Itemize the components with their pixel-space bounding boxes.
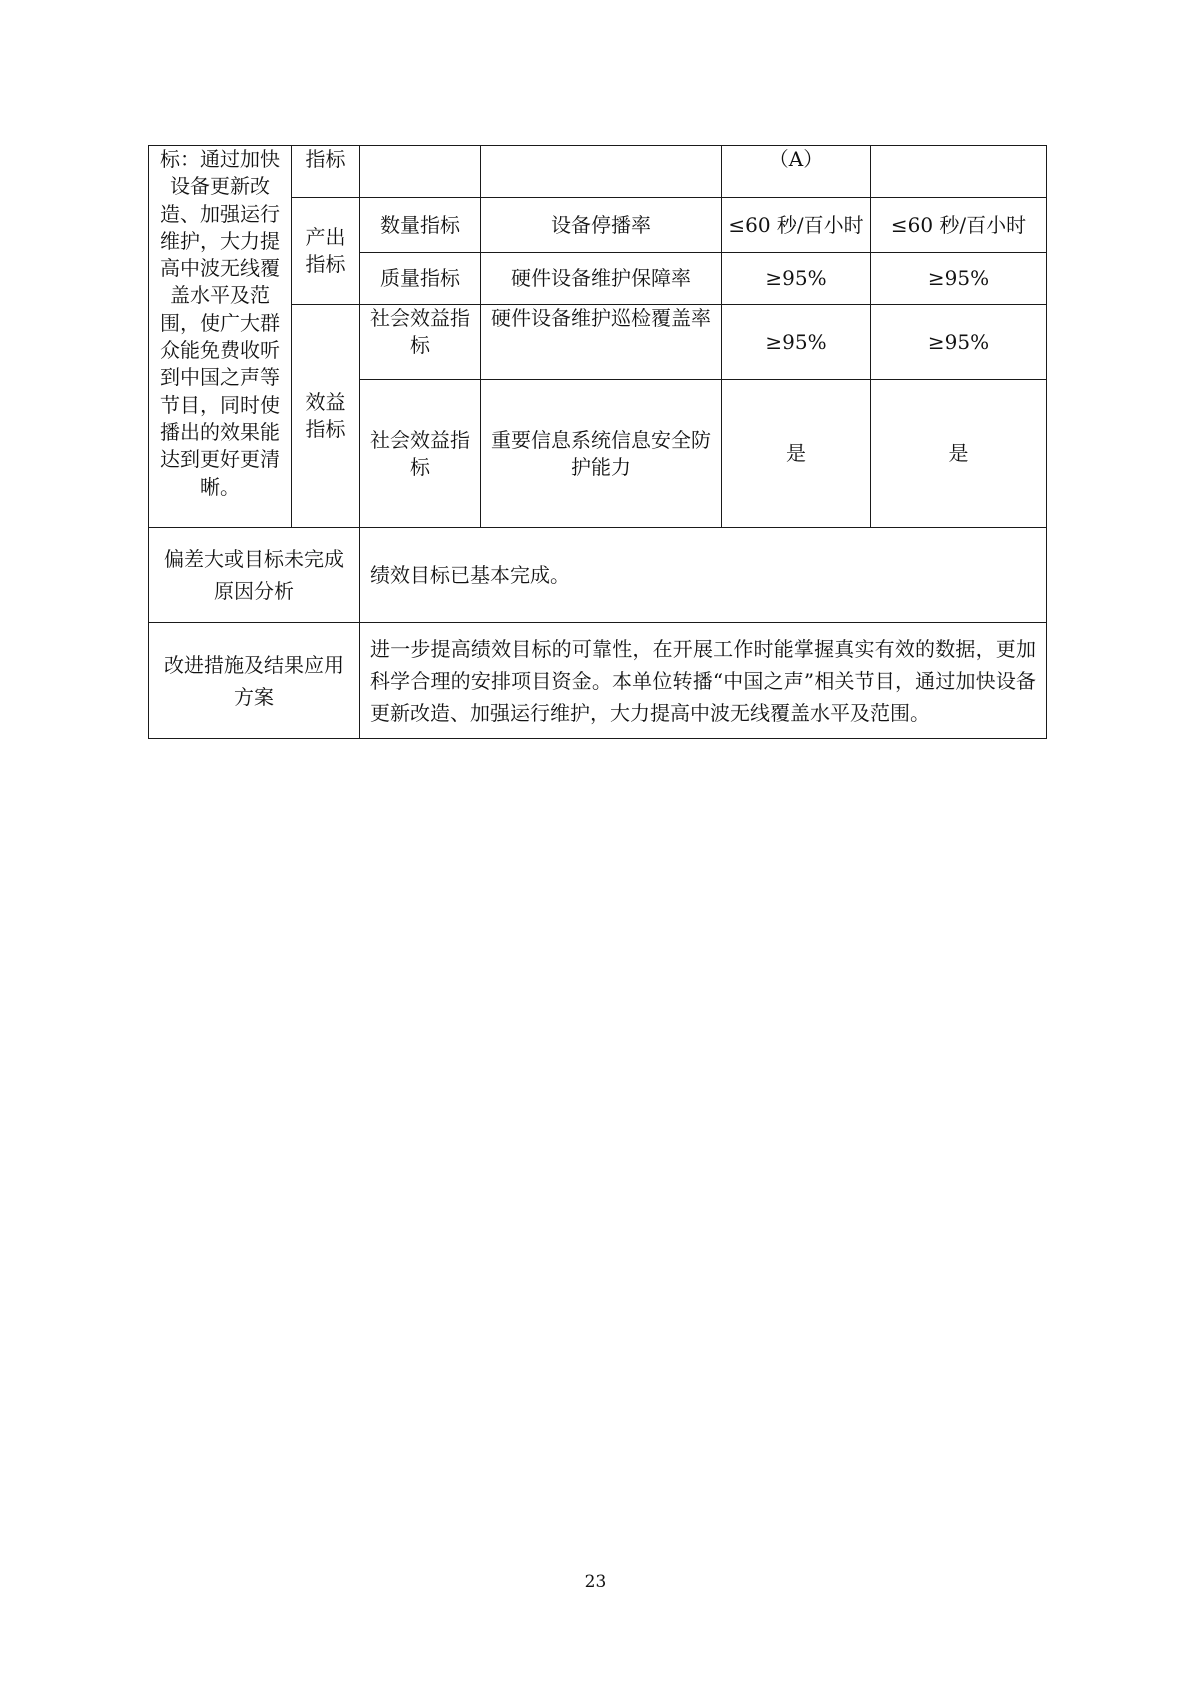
improvement-text-cell: 进一步提高绩效目标的可靠性，在开展工作时能掌握真实有效的数据，更加科学合理的安排项目资金。本单位转播“中国之声”相关节目，通过加快设备更新改造、加强运行维护，大力提高中波无线覆盖水平及范围。 (360, 623, 1047, 739)
actual-value-cell: ≥95% (871, 253, 1047, 305)
actual-value-cell: ≥95% (871, 305, 1047, 380)
goal-description-cell: 标：通过加快设备更新改造、加强运行维护，大力提高中波无线覆盖水平及范围，使广大群众能免费收听到中国之声等节目，同时使播出的效果能达到更好更清晰。 (149, 146, 292, 528)
actual-value-cell: 是 (871, 380, 1047, 528)
benefit-category-cell: 效益指标 (292, 305, 360, 528)
category-cell: 指标 (292, 146, 360, 198)
target-value-cell: ≤60 秒/百小时 (722, 198, 871, 253)
actual-value-cell (871, 146, 1047, 198)
sub-category-cell: 数量指标 (360, 198, 481, 253)
deviation-label-cell: 偏差大或目标未完成原因分析 (149, 528, 360, 623)
sub-category-cell (360, 146, 481, 198)
target-value-cell: （A） (722, 146, 871, 198)
table-row (149, 528, 1047, 623)
table-row (149, 146, 1047, 198)
target-value-cell: 是 (722, 380, 871, 528)
target-value-cell: ≥95% (722, 253, 871, 305)
indicator-cell: 重要信息系统信息安全防护能力 (481, 380, 722, 528)
performance-table (148, 145, 1047, 739)
sub-category-cell: 质量指标 (360, 253, 481, 305)
indicator-cell: 硬件设备维护保障率 (481, 253, 722, 305)
deviation-text-cell: 绩效目标已基本完成。 (360, 528, 1047, 623)
target-value-cell: ≥95% (722, 305, 871, 380)
indicator-cell: 硬件设备维护巡检覆盖率 (481, 305, 722, 380)
indicator-cell: 设备停播率 (481, 198, 722, 253)
output-category-cell: 产出指标 (292, 198, 360, 305)
page-number: 23 (584, 1572, 607, 1592)
table-row (149, 623, 1047, 739)
actual-value-cell: ≤60 秒/百小时 (871, 198, 1047, 253)
indicator-cell (481, 146, 722, 198)
sub-category-cell: 社会效益指标 (360, 305, 481, 380)
sub-category-cell: 社会效益指标 (360, 380, 481, 528)
improvement-label-cell: 改进措施及结果应用方案 (149, 623, 360, 739)
